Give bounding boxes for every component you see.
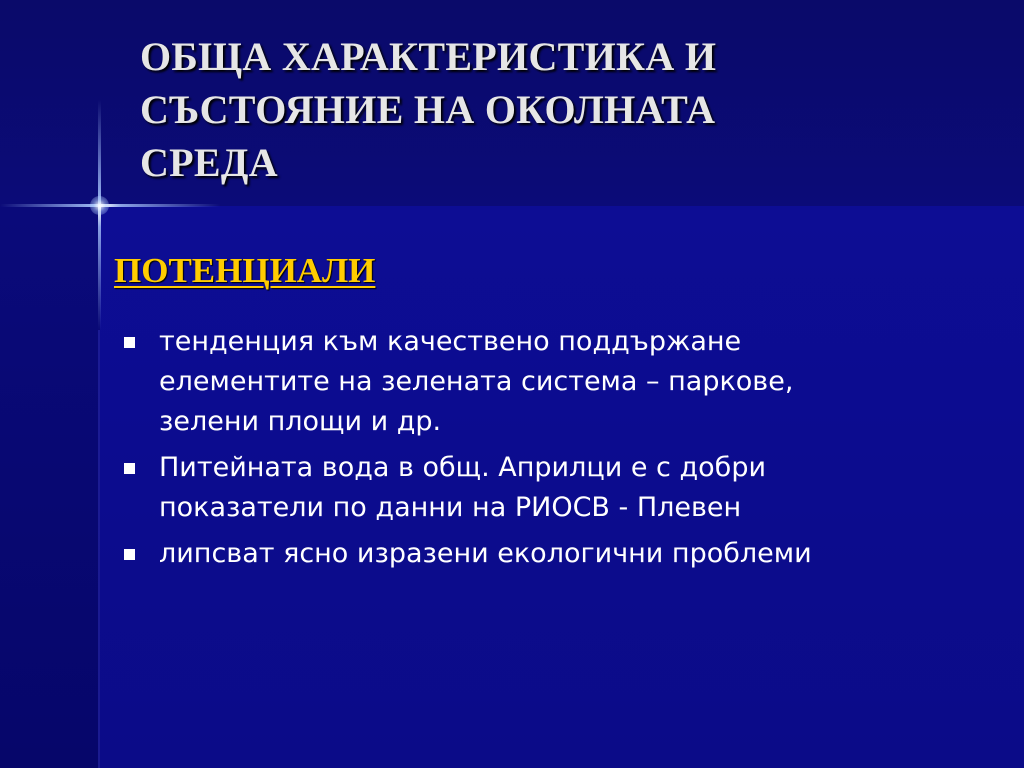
title-line: СЪСТОЯНИЕ НА ОКОЛНАТА [140, 87, 716, 132]
bullet-list [122, 322, 982, 580]
bullet-item [122, 322, 982, 442]
bullet-line: липсват ясно изразени екологични проблеми [159, 538, 812, 569]
left-strip [0, 206, 100, 768]
sparkle-star-icon [90, 196, 109, 215]
bullet-line: елементите на зелената система – паркове, [159, 366, 794, 397]
section-heading: ПОТЕНЦИАЛИ [114, 251, 376, 290]
bullet-line: Питейната вода в общ. Априлци е с добри [159, 452, 766, 483]
square-bullet-icon [124, 549, 135, 560]
sparkle-horizontal [0, 204, 220, 207]
sparkle-vertical [98, 100, 101, 330]
bullet-line: показатели по данни на РИОСВ - Плевен [159, 492, 742, 523]
bullet-line: зелени площи и др. [159, 406, 442, 437]
square-bullet-icon [124, 463, 135, 474]
divider-line [98, 330, 100, 768]
bullet-item [122, 534, 982, 574]
slide-title [140, 30, 960, 189]
bullet-item [122, 448, 982, 528]
square-bullet-icon [124, 337, 135, 348]
title-line: СРЕДА [140, 140, 278, 185]
bullet-line: тенденция към качествено поддържане [159, 326, 742, 357]
title-line: ОБЩА ХАРАКТЕРИСТИКА И [140, 34, 717, 79]
